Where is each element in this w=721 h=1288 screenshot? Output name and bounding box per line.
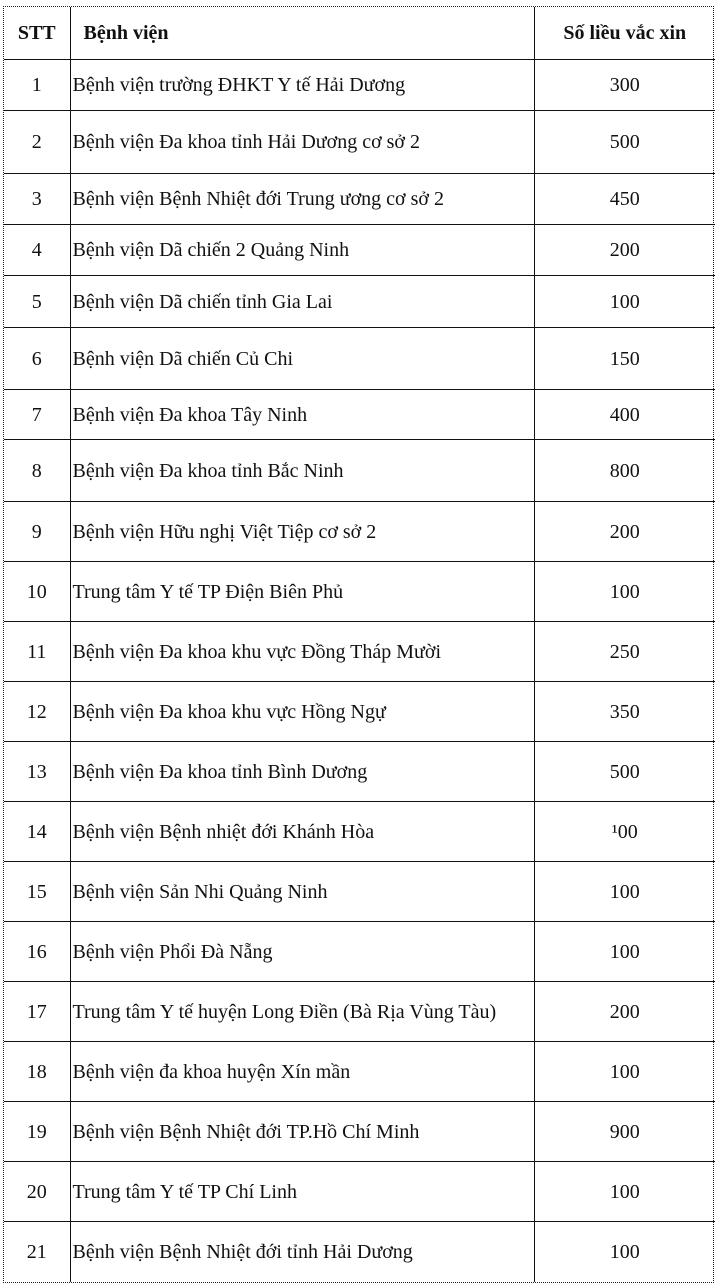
row-hospital-name: Bệnh viện trường ĐHKT Y tế Hải Dương (70, 60, 534, 111)
row-dose-count: 250 (534, 622, 715, 682)
table-row (4, 276, 715, 328)
table-row (4, 1162, 715, 1222)
row-dose-count: 100 (534, 1162, 715, 1222)
row-dose-count: 100 (534, 276, 715, 328)
row-hospital-name: Bệnh viện Đa khoa tỉnh Hải Dương cơ sở 2 (70, 111, 534, 174)
row-dose-count: 150 (534, 328, 715, 390)
row-dose-count: 900 (534, 1102, 715, 1162)
row-stt: 1 (4, 60, 70, 111)
row-hospital-name: Bệnh viện Dã chiến tỉnh Gia Lai (70, 276, 534, 328)
row-dose-count: 500 (534, 111, 715, 174)
row-hospital-name: Bệnh viện Bệnh Nhiệt đới tỉnh Hải Dương (70, 1222, 534, 1282)
row-stt: 9 (4, 502, 70, 562)
row-stt: 16 (4, 922, 70, 982)
row-dose-count: 800 (534, 440, 715, 502)
row-hospital-name: Bệnh viện Bệnh nhiệt đới Khánh Hòa (70, 802, 534, 862)
row-stt: 21 (4, 1222, 70, 1282)
row-stt: 10 (4, 562, 70, 622)
row-stt: 13 (4, 742, 70, 802)
row-stt: 6 (4, 328, 70, 390)
table-row (4, 225, 715, 276)
table-row (4, 60, 715, 111)
row-dose-count: 500 (534, 742, 715, 802)
row-hospital-name: Bệnh viện Đa khoa khu vực Đồng Tháp Mười (70, 622, 534, 682)
row-stt: 20 (4, 1162, 70, 1222)
row-hospital-name: Bệnh viện Đa khoa khu vực Hồng Ngự (70, 682, 534, 742)
row-dose-count: 450 (534, 174, 715, 225)
row-hospital-name: Bệnh viện Hữu nghị Việt Tiệp cơ sở 2 (70, 502, 534, 562)
table-row (4, 390, 715, 440)
row-stt: 14 (4, 802, 70, 862)
table-row (4, 682, 715, 742)
row-stt: 17 (4, 982, 70, 1042)
table-row (4, 802, 715, 862)
row-hospital-name: Bệnh viện Dã chiến 2 Quảng Ninh (70, 225, 534, 276)
table-row (4, 502, 715, 562)
header-hospital: Bệnh viện (70, 7, 534, 60)
header-stt: STT (17, 22, 56, 44)
row-stt: 12 (4, 682, 70, 742)
row-hospital-name: Bệnh viện Đa khoa tỉnh Bắc Ninh (70, 440, 534, 502)
row-stt: 2 (4, 111, 70, 174)
row-hospital-name: Bệnh viện Phổi Đà Nẵng (70, 922, 534, 982)
table-row (4, 622, 715, 682)
row-stt: 4 (4, 225, 70, 276)
row-dose-count: 300 (534, 60, 715, 111)
row-dose-count: 100 (534, 862, 715, 922)
row-hospital-name: Bệnh viện Bệnh Nhiệt đới TP.Hồ Chí Minh (70, 1102, 534, 1162)
table-row (4, 862, 715, 922)
table-row (4, 111, 715, 174)
row-hospital-name: Bệnh viện Bệnh Nhiệt đới Trung ương cơ sở 2 (70, 174, 534, 225)
table-row (4, 174, 715, 225)
row-dose-count: 200 (534, 982, 715, 1042)
row-hospital-name: Trung tâm Y tế TP Chí Linh (70, 1162, 534, 1222)
table-row (4, 1042, 715, 1102)
table-row (4, 1102, 715, 1162)
row-hospital-name: Bệnh viện đa khoa huyện Xín mần (70, 1042, 534, 1102)
row-dose-count: 100 (534, 562, 715, 622)
row-stt: 8 (4, 440, 70, 502)
row-dose-count: 200 (534, 225, 715, 276)
row-hospital-name: Trung tâm Y tế TP Điện Biên Phủ (70, 562, 534, 622)
row-stt: 7 (4, 390, 70, 440)
row-hospital-name: Bệnh viện Đa khoa tỉnh Bình Dương (70, 742, 534, 802)
row-stt: 15 (4, 862, 70, 922)
table-row (4, 922, 715, 982)
vaccine-allocation-table-container (3, 6, 714, 1283)
row-hospital-name: Bệnh viện Dã chiến Củ Chi (70, 328, 534, 390)
table-header-row (4, 7, 715, 60)
table-row (4, 742, 715, 802)
row-dose-count: 100 (534, 1042, 715, 1102)
row-dose-count: 200 (534, 502, 715, 562)
row-dose-count: 400 (534, 390, 715, 440)
row-stt: 11 (4, 622, 70, 682)
row-stt: 19 (4, 1102, 70, 1162)
table-row (4, 562, 715, 622)
table-body (4, 60, 715, 1282)
row-dose-count: 100 (534, 922, 715, 982)
row-dose-count: 100 (534, 1222, 715, 1282)
row-hospital-name: Trung tâm Y tế huyện Long Điền (Bà Rịa Vùng Tàu) (70, 982, 534, 1042)
table-row (4, 328, 715, 390)
row-stt: 3 (4, 174, 70, 225)
header-doses: Số liều vắc xin (534, 7, 715, 60)
vaccine-allocation-table (4, 7, 715, 1282)
row-dose-count: ¹00 (534, 802, 715, 862)
row-hospital-name: Bệnh viện Sản Nhi Quảng Ninh (70, 862, 534, 922)
table-row (4, 440, 715, 502)
row-stt: 5 (4, 276, 70, 328)
table-row (4, 982, 715, 1042)
row-dose-count: 350 (534, 682, 715, 742)
table-row (4, 1222, 715, 1282)
row-stt: 18 (4, 1042, 70, 1102)
row-hospital-name: Bệnh viện Đa khoa Tây Ninh (70, 390, 534, 440)
